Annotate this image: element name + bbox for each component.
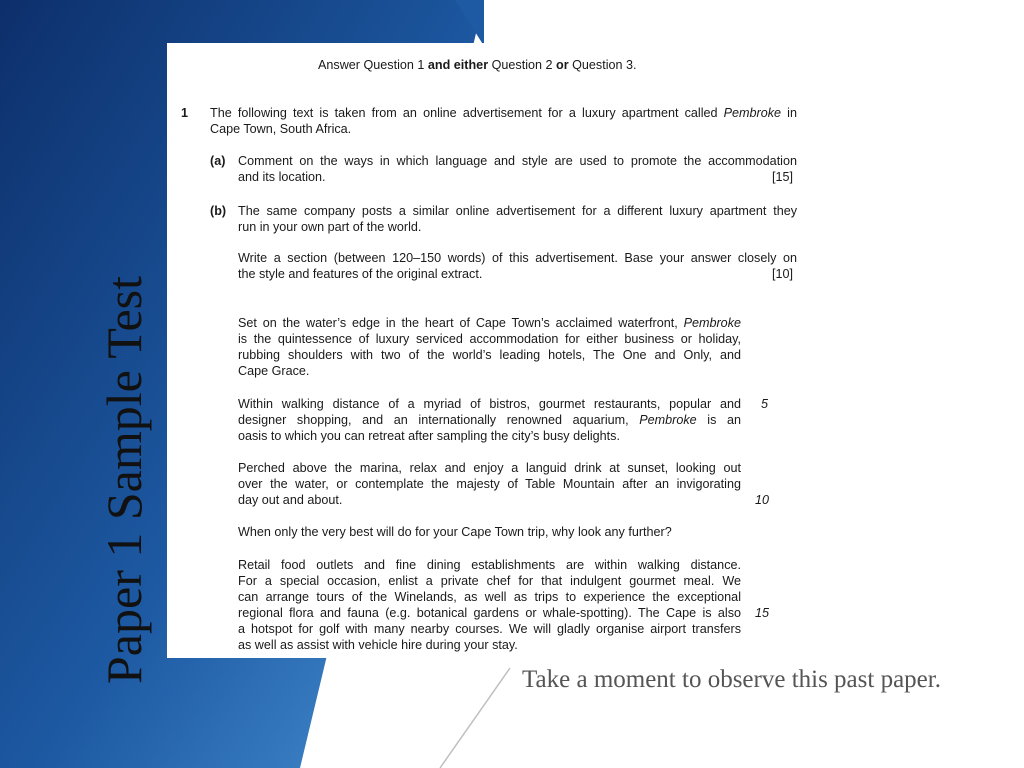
instruction-line: Answer Question 1 and either Question 2 or Question 3. xyxy=(318,58,637,72)
part-b-line-2: run in your own part of the world. xyxy=(238,220,422,234)
part-b-marks: [10] xyxy=(772,267,794,281)
question-number: 1 xyxy=(181,106,189,120)
part-b-line-4: the style and features of the original extract. xyxy=(238,267,483,281)
question-text-line-2: Cape Town, South Africa. xyxy=(210,122,352,136)
extract-p4-line-1: When only the very best will do for your Cape Town trip, why look any further? xyxy=(238,525,672,539)
extract-p1-line-3: rubbing shoulders with two of the world’s leading hotels, The One and Only, and xyxy=(238,348,741,362)
extract-p3-line-2: over the water, or contemplate the majesty of Table Mountain after an invigorating xyxy=(238,477,741,491)
part-b-line-1: The same company posts a similar online advertisement for a different luxury apartment they xyxy=(238,204,797,218)
extract-p5-line-2: For a special occasion, enlist a private chef for that indulgent gourmet meal. We xyxy=(238,574,741,588)
exam-paper xyxy=(167,43,817,658)
part-a-marks: [15] xyxy=(772,170,794,184)
extract-p5-line-3: can arrange tours of the Winelands, as well as trips to experience the exceptional xyxy=(238,590,741,604)
part-a-line-2: and its location. xyxy=(238,170,326,184)
slide-title: Paper 1 Sample Test xyxy=(96,275,152,684)
question-text-line-1: The following text is taken from an online advertisement for a luxury apartment called Pembroke in xyxy=(210,106,797,120)
part-b-line-3: Write a section (between 120–150 words) of this advertisement. Base your answer closely on xyxy=(238,251,797,265)
line-number-5: 5 xyxy=(761,397,769,411)
extract-p1-line-2: is the quintessence of luxury serviced accommodation for either business or holiday, xyxy=(238,332,741,346)
extract-p5-line-4: regional flora and fauna (e.g. botanical gardens or whale-spotting). The Cape is also xyxy=(238,606,741,620)
extract-p2-line-1: Within walking distance of a myriad of bistros, gourmet restaurants, popular and xyxy=(238,397,741,411)
line-number-10: 10 xyxy=(755,493,770,507)
line-number-15: 15 xyxy=(755,606,770,620)
extract-p2-line-3: oasis to which you can retreat after sampling the city’s busy delights. xyxy=(238,429,620,443)
extract-p5-line-5: a hotspot for golf with many nearby courses. We will gladly organise airport transfers xyxy=(238,622,741,636)
extract-p5-line-6: as well as assist with vehicle hire during your stay. xyxy=(238,638,518,652)
extract-p2-line-2: designer shopping, and an internationally renowned aquarium, Pembroke is an xyxy=(238,413,741,427)
extract-p1-line-4: Cape Grace. xyxy=(238,364,310,378)
slide-caption: Take a moment to observe this past paper. xyxy=(522,666,941,693)
part-a-line-1: Comment on the ways in which language and style are used to promote the accommodation xyxy=(238,154,797,168)
extract-p3-line-3: day out and about. xyxy=(238,493,343,507)
extract-p1-line-1: Set on the water’s edge in the heart of Cape Town’s acclaimed waterfront, Pembroke xyxy=(238,316,741,330)
extract-p5-line-1: Retail food outlets and fine dining establishments are within walking distance. xyxy=(238,558,741,572)
part-b-label: (b) xyxy=(210,204,227,218)
part-a-label: (a) xyxy=(210,154,226,168)
extract-p3-line-1: Perched above the marina, relax and enjoy a languid drink at sunset, looking out xyxy=(238,461,741,475)
